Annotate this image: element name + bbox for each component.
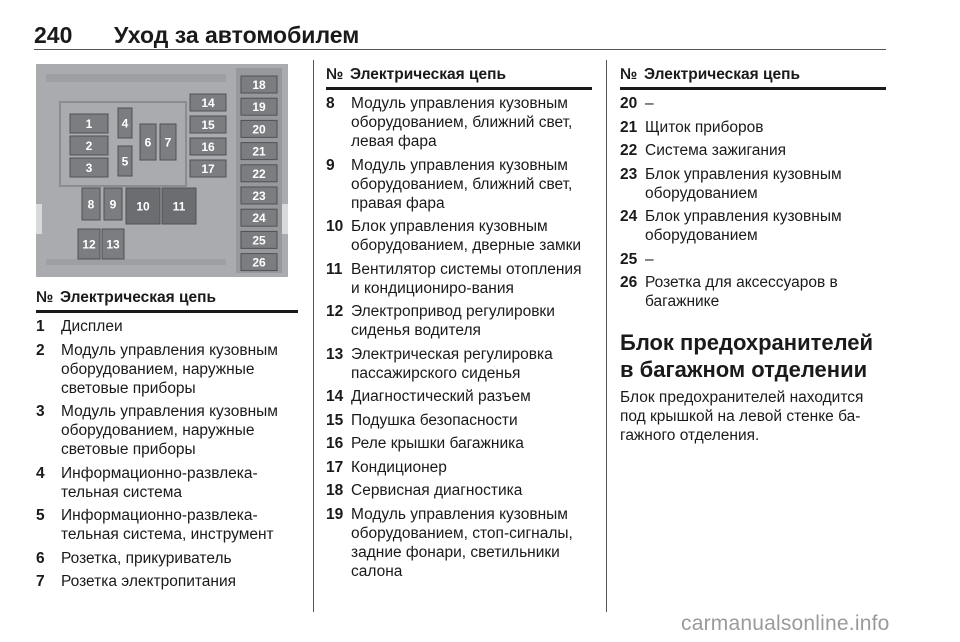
row-number: 20 [620,95,638,112]
table-header [36,289,298,313]
row-number: 6 [36,549,45,567]
left-mount [36,204,42,234]
fuse-label: 14 [201,96,215,110]
row-number: 25 [620,250,638,268]
fuse-label: 7 [164,135,172,150]
row-number: 10 [326,218,344,235]
fuse-label: 18 [252,78,266,92]
table-row [620,250,886,269]
fuse-label: 4 [121,116,129,131]
fuse-label: 15 [201,118,215,132]
fuse-label: 9 [109,197,117,212]
fuse-label: 20 [252,122,266,137]
row-circuit: Подушка безопасности [351,411,518,429]
table-column-2 [326,66,592,585]
header-number: № [36,289,54,306]
row-number: 26 [620,274,638,291]
table-row [326,411,592,430]
row-number: 17 [326,458,344,476]
fuse-label: 13 [106,237,120,252]
row-number: 19 [326,505,344,523]
fuse-label: 8 [87,197,95,212]
row-number: 23 [620,165,638,183]
row-circuit: Электрическая регулировка пассажирского сиденья [351,345,553,382]
row-circuit: – [645,250,654,268]
table-row [36,572,298,591]
page-header [34,22,886,52]
table-row [36,506,298,544]
row-number: 2 [36,341,45,359]
table-row [620,165,886,203]
row-number: 9 [326,156,335,174]
table-row [326,302,592,340]
fuse-label: 2 [85,139,93,153]
row-circuit: Сервисная диагностика [351,482,523,499]
row-circuit: Информационно-развлека-тельная система [61,464,258,501]
table-row [326,217,592,255]
table-column-1 [36,289,298,596]
table-row [326,481,592,500]
row-circuit: Щиток приборов [645,118,764,136]
table-row [326,94,592,151]
row-number: 16 [326,435,344,452]
fuse-label: 3 [85,161,93,175]
table-row [36,549,298,568]
row-number: 24 [620,208,638,225]
row-circuit: Информационно-развлека-тельная система, инструмент [61,507,274,543]
row-number: 13 [326,345,344,363]
section-text: Блок предохранителей находится под крышкой на левой стенке ба-гажного отделения. [620,389,864,444]
table-header [326,66,592,90]
fuse-box-illustration [36,64,288,277]
fuse-label: 12 [82,237,96,252]
fuse-label: 16 [201,140,215,154]
table-row [326,505,592,581]
row-circuit: Розетка, прикуриватель [61,549,232,567]
row-number: 3 [36,403,45,420]
table-header [620,66,886,90]
column-divider [606,60,607,612]
row-number: 1 [36,318,45,335]
row-circuit: Диагностический разъем [351,388,531,405]
table-row [620,118,886,137]
table-row [620,141,886,160]
right-mount [282,204,288,234]
fuse-label: 26 [252,255,266,270]
header-circuit: Электрическая цепь [350,66,507,83]
section-title: Блок предохранителей в багажном отделении [620,330,874,382]
fuse-label: 17 [201,162,215,176]
fuse-box-diagram [36,64,288,277]
row-circuit: Модуль управления кузовным оборудованием, наружные световые приборы [61,341,278,397]
row-circuit: Блок управления кузовным оборудованием, дверные замки [351,218,582,254]
fuse-label: 11 [172,199,186,214]
table-column-3 [620,66,886,445]
fuse-label: 21 [252,144,266,159]
table-row [326,345,592,383]
row-circuit: Реле крышки багажника [351,435,524,452]
row-number: 14 [326,388,344,405]
column-divider [313,60,314,612]
fuse-label: 23 [252,189,266,203]
header-circuit: Электрическая цепь [60,289,217,306]
row-circuit: Дисплеи [61,318,123,335]
table-row [326,434,592,453]
row-number: 11 [326,260,343,278]
row-number: 18 [326,482,344,499]
table-row [620,207,886,245]
row-circuit: Блок управления кузовным оборудованием [645,208,842,244]
header-number: № [326,66,344,83]
row-number: 22 [620,142,638,159]
fuse-label: 25 [252,233,266,248]
row-number: 4 [36,464,45,482]
fuse-label: 6 [144,135,152,150]
page-title: Уход за автомобилем [114,22,360,48]
fuse-label: 10 [136,199,150,214]
fuse-label: 1 [85,117,93,131]
row-number: 15 [326,411,344,429]
row-number: 12 [326,303,344,320]
row-circuit: Модуль управления кузовным оборудованием, ближний свет, правая фара [351,156,573,212]
row-number: 8 [326,95,335,112]
row-circuit: Модуль управления кузовным оборудованием, стоп-сигналы, задние фонари, светильники салона [351,505,573,580]
watermark: carmanualsonline.info [681,612,890,635]
row-circuit: Система зажигания [645,142,787,159]
table-row [326,260,592,298]
table-row [36,464,298,502]
row-circuit: Модуль управления кузовным оборудованием, ближний свет, левая фара [351,95,573,150]
row-number: 7 [36,573,45,590]
row-circuit: Розетка электропитания [61,573,237,590]
row-circuit: Модуль управления кузовным оборудованием, наружные световые приборы [61,403,278,458]
table-row [36,402,298,459]
table-row [620,273,886,311]
table-row [620,94,886,113]
row-circuit: Блок управления кузовным оборудованием [645,165,842,202]
fuse-label: 19 [252,100,266,115]
table-row [36,317,298,336]
row-circuit: Вентилятор системы отопления и кондициониро-вания [351,260,582,297]
row-circuit: – [645,95,654,112]
row-circuit: Кондиционер [351,458,447,476]
page-number: 240 [34,22,73,48]
row-number: 21 [620,118,638,136]
fuse-label: 22 [252,166,266,181]
fuse-label: 24 [252,211,266,226]
header-rule [34,49,886,50]
header-circuit: Электрическая цепь [644,66,801,83]
table-row [326,156,592,213]
table-row [36,341,298,398]
row-number: 5 [36,507,45,524]
row-circuit: Розетка для аксессуаров в багажнике [645,274,838,310]
table-row [326,387,592,406]
fuse-label: 5 [121,154,129,169]
row-circuit: Электропривод регулировки сиденья водителя [351,303,555,339]
header-number: № [620,66,638,83]
table-row [326,458,592,477]
